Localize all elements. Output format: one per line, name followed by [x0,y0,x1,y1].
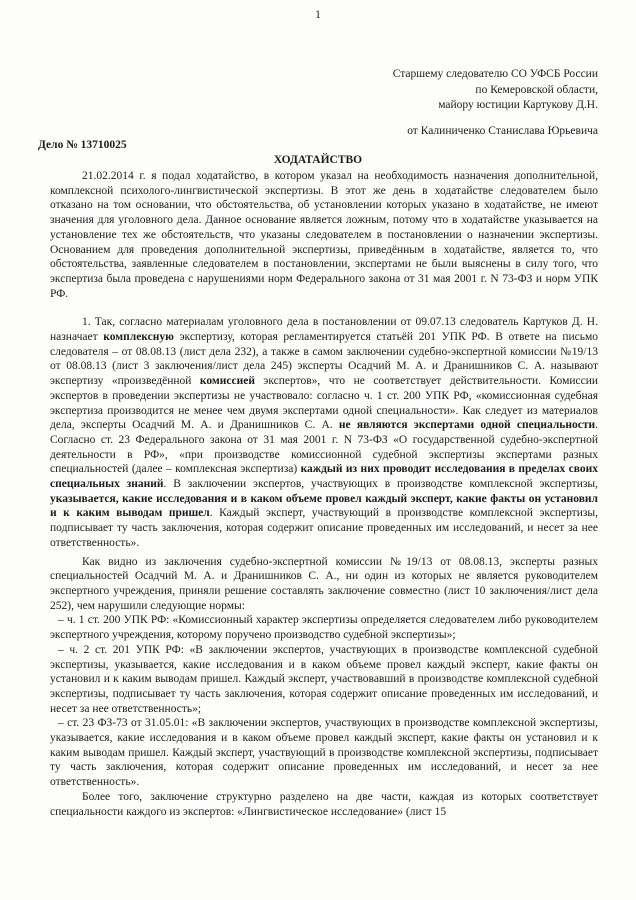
bold-text-run: комиссией [199,375,255,388]
text-run: . В заключении экспертов, участвующих в производстве комплексной экспертизы, [163,478,598,491]
case-number: Дело № 13710025 [38,139,127,151]
page-number: 1 [315,9,321,21]
document-body [50,169,598,819]
bold-text-run: каждый из них проводит исследования в пределах своих специальных знаний [50,463,598,491]
text-run: . Согласно ст. 23 Федерального закона от 31 мая 2001 г. N 73-ФЗ «О государственной судебно-экспертной деятельности в РФ», «при производстве комиссионной судебной экспертизы экспертами разных специальностей (далее – комплексная экспертиза) [50,419,598,476]
text-run: экспертов», что не соответствует действительности. Комиссии экспертов в проведении экспертизы не участвовало: согласно ч. 1 ст. 200 УПК РФ, «комиссионная судебная экспертиза производится не менее чем двумя экспертами одной специальности». Как следует из материалов дела, эксперты Осадчий М. А. и Дранишников С. А. [50,375,599,432]
document-title: ХОДАТАЙСТВО [273,154,363,166]
sender-line: от Калиниченко Станислава Юрьевича [407,125,598,137]
paragraph: 21.02.2014 г. я подал ходатайство, в котором указал на необходимость назначения дополнительной, комплексной психолого-лингвистической экспертизы. В этот же день в ходатайстве следователем было отказано на том основании, что обстоятельства, об установлении которых указано в ходатайстве, не имеют значения для уголовного дела. Данное основание является ложным, потому что в ходатайстве указывается на установление тех же обстоятельств, что указаны следователем в постановлении о назначении экспертизы. Основанием для проведения дополнительной экспертизы, приведённым в ходатайстве, является то, что обстоятельства, заявленные следователем в постановлении, экспертами не были выяснены в силу того, что экспертиза была проведена с нарушениями норм Федерального закона от 31 мая 2001 г. N 73-ФЗ и норм УПК РФ. [50,170,598,300]
addressee-block [393,67,598,114]
quoted-norm: – ст. 23 ФЗ-73 от 31.05.01: «В заключении экспертов, участвующих в производстве комплексной экспертизы, указывается, какие исследования и в каком объеме провел каждый эксперт, какие факты он установил и к каким выводам пришел. Каждый эксперт, участвующий в производстве комплексной экспертизы, подписывает ту часть заключения, которая содержит описание проведенных им исследований, и несет за нее ответственность». [50,717,598,789]
text-run: . Каждый эксперт, участвующий в производстве комплексной экспертизы, подписывает ту часть заключения, которая содержит описание проведенных им исследований, и несет за нее ответственность». [50,507,598,549]
bold-text-run: указывается, какие исследования и в каком объеме провел каждый эксперт, какие факты он установил и к каким выводам пришел [50,492,598,520]
addressee-line: по Кемеровской области, [475,83,598,96]
text-run: 1. Так, согласно материалам уголовного дела в постановлении от 09.07.13 следователь Картуков Д. Н. назначает [50,316,598,344]
bold-text-run: не являются экспертами одной специальности [338,419,596,432]
quoted-norm: – ч. 1 ст. 200 УПК РФ: «Комиссионный характер экспертизы определяется следователем либо руководителем экспертного учреждения, которому поручено производство судебной экспертизы»; [50,614,598,642]
addressee-line: Старшему следователю СО УФСБ России [392,68,598,80]
bold-text-run: комплексную [103,331,174,344]
addressee-line: майору юстиции Картукову Д.Н. [438,99,598,111]
paragraph: Как видно из заключения судебно-экспертной комиссии №19/13 от 08.08.13, эксперты разных специальностей Осадчий М. А. и Дранишников С. А., ни один из которых не является руководителем экспертного учреждения, приняли решение составлять заключение совместно (лист 10 заключения/лист дела 252), чем нарушили следующие нормы: [50,555,598,612]
paragraph: Более того, заключение структурно разделено на две части, каждая из которых соответствует специальности каждого из экспертов: «Лингвистическое исследование» (лист 15 [50,790,598,818]
text-run: экспертизу, которая регламентируется статьёй 201 УПК РФ. В ответе на письмо следователя – от 08.08.13 (лист дела 232), а также в самом заключении судебно-экспертной комиссии №19/13 от 08.08.13 (лист 3 заключения/лист дела 245) эксперты Осадчий М. А. и Дранишников С. А. называют экспертизу «произведённой [50,331,598,388]
paragraph [50,315,598,550]
quoted-norm: – ч. 2 ст. 201 УПК РФ: «В заключении экспертов, участвующих в производстве комплексной судебной экспертизы, указывается, какие исследования и в каком объеме провел каждый эксперт, какие факты он установил и к каким выводам пришел. Каждый эксперт, участвовавший в производстве комплексной судебной экспертизы, подписывает ту часть заключения, которая содержит описание проведенных им исследований, и несет за нее ответственность»; [50,643,598,715]
